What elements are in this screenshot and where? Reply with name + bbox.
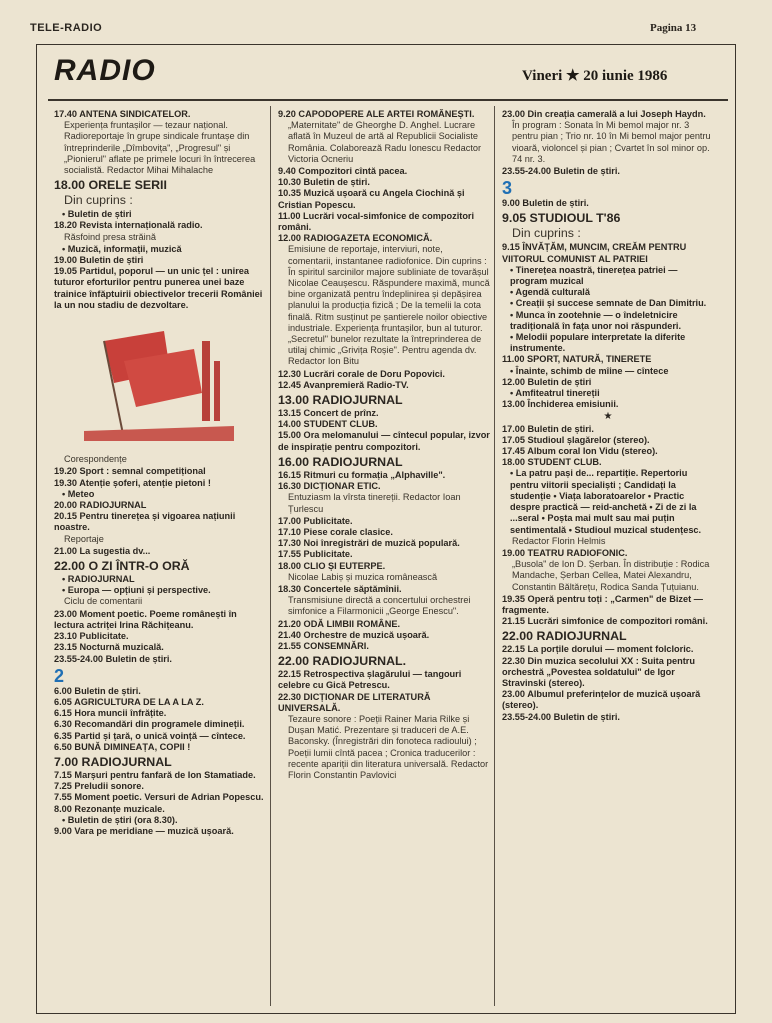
- program-entry: [502, 689, 714, 711]
- program-title: 23.10 Publicitate.: [54, 631, 129, 642]
- program-description: Emisiune de reportaje, interviuri, note, comentarii, instantanee radiofonice. Din cuprins : În spiritul sarcinilor majore subliniate de tovarășul Nicolae Ceaușescu. Răspundere maximă, muncă bine organizată pentru îndeplinirea și depășirea planului la producția fizică ; De la temelii la cota finală. Ritm susținut pe șantierele noilor obiective industriale. Experiența fruntașilor, bun al tuturor. „Secretul" bunelor rezultate la întreprinderea de utilaj chimic „Grivița Roșie". Pentru agenda dv. Redactor Ion Bitu: [288, 244, 490, 367]
- program-title: 11.00 Lucrări vocal-simfonice de compozitori români.: [278, 210, 475, 233]
- program-entry: [54, 826, 266, 837]
- program-entry: [502, 399, 714, 410]
- program-title: 13.00 Închiderea emisiunii.: [502, 399, 619, 410]
- program-title: 19.00 TEATRU RADIOFONIC.: [502, 547, 628, 558]
- program-entry: [278, 233, 490, 367]
- program-subitem: • Muzică, informații, muzică: [62, 243, 182, 254]
- program-description: Corespondențe: [64, 454, 127, 465]
- program-entry: [54, 244, 266, 255]
- program-title: 9.00 Vara pe meridiane — muzică ușoară.: [54, 825, 234, 836]
- program-entry: [502, 211, 714, 241]
- program-list: [502, 424, 714, 723]
- program-title: 20.15 Pentru tinerețea și vigoarea națiunii noastre.: [54, 511, 236, 533]
- program-entry: [278, 188, 490, 210]
- program-list: [54, 454, 266, 664]
- program-entry: [54, 511, 266, 545]
- program-description: Redactor Florin Helmis: [512, 535, 606, 546]
- program-entry: [502, 594, 714, 616]
- program-title: 9.20 CAPODOPERE ALE ARTEI ROMÂNEȘTI.: [278, 109, 475, 119]
- page-number: Pagina 13: [650, 22, 697, 34]
- program-entry: [54, 178, 266, 208]
- program-title: 18.20 Revista internațională radio.: [54, 220, 203, 231]
- program-title: 12.00 Buletin de știri: [502, 376, 592, 387]
- program-column-3: [502, 109, 714, 1013]
- program-subitem: • Creații și succese semnate de Dan Dimitriu.: [510, 298, 707, 309]
- program-entry: [502, 166, 714, 177]
- program-entry: [278, 430, 490, 452]
- program-entry: [54, 755, 266, 770]
- program-entry: [502, 265, 714, 287]
- program-entry: [278, 109, 490, 165]
- program-description: Răsfoind presa străină: [64, 231, 156, 242]
- program-title: 6.30 Recomandări din programele dimineții.: [54, 719, 245, 730]
- program-title: 19.00 Buletin de știri: [54, 255, 144, 266]
- program-entry: [54, 466, 266, 477]
- program-entry: [278, 692, 490, 782]
- program-list: [502, 109, 714, 177]
- program-subitem: • Melodii populare interpretate la diferite instrumente.: [510, 332, 686, 354]
- program-description: Din cuprins :: [64, 193, 133, 208]
- program-subitem: • Munca în zootehnie — o îndeletnicire tradițională în fața unor noi răspunderi.: [510, 309, 682, 331]
- program-title: 9.05 STUDIOUL T'86: [502, 211, 621, 226]
- program-entry: [502, 616, 714, 627]
- flag-illustration: [84, 321, 234, 441]
- program-title: 21.20 ODĂ LIMBII ROMÂNE.: [278, 618, 401, 629]
- program-list: [54, 109, 266, 311]
- program-entry: [278, 584, 490, 618]
- program-title: 9.15 ÎNVĂȚĂM, MUNCIM, CREĂM PENTRU VIITORUL COMUNIST AL PATRIEI: [502, 242, 687, 264]
- program-description: Din cuprins :: [512, 226, 581, 241]
- program-title: 23.15 Nocturnă muzicală.: [54, 642, 164, 653]
- program-title: 17.40 ANTENA SINDICATELOR.: [54, 109, 191, 119]
- program-title: 17.10 Piese corale clasice.: [278, 526, 393, 537]
- program-title: 23.00 Moment poetic. Poeme românești în lectura actriței Irina Răchițeanu.: [54, 608, 237, 630]
- program-description: În program : Sonata în Mi bemol major nr. 3 pentru pian ; Trio nr. 10 în Mi bemol major pentru vioară, violoncel și pian ; Cvartet în sol minor op. 74 nr. 3.: [512, 120, 711, 164]
- program-entry: [502, 457, 714, 468]
- program-entry: [502, 388, 714, 399]
- program-column-2: [278, 109, 490, 1013]
- program-title: 6.00 Buletin de știri.: [54, 685, 141, 696]
- program-title: 22.15 Retrospectiva șlagărului — tangouri celebre cu Gică Petrescu.: [278, 669, 462, 691]
- program-entry: [54, 781, 266, 792]
- program-subitem: • Înainte, schimb de mîine — cîntece: [510, 365, 669, 376]
- program-column-1: [54, 109, 266, 1013]
- separator-star: ★: [603, 411, 613, 423]
- program-entry: [502, 298, 714, 309]
- program-subitem: • Agendă culturală: [510, 287, 590, 298]
- program-entry: [278, 380, 490, 391]
- program-title: 16.30 DICȚIONAR ETIC.: [278, 481, 381, 492]
- program-subitem: • RADIOJURNAL: [62, 574, 135, 585]
- program-entry: [54, 209, 266, 220]
- program-title: 11.00 SPORT, NATURĂ, TINERETE: [502, 354, 652, 365]
- program-title: 13.15 Concert de prînz.: [278, 408, 379, 419]
- program-subitem: • Tinerețea noastră, tinerețea patriei — program muzical: [510, 264, 678, 287]
- program-title: 17.05 Studioul șlagărelor (stereo).: [502, 434, 650, 445]
- program-entry: [278, 516, 490, 527]
- program-entry: [278, 630, 490, 641]
- program-title: 6.50 BUNĂ DIMINEAȚA, COPII !: [54, 741, 191, 752]
- program-description: Reportaje: [64, 533, 104, 544]
- program-entry: [278, 641, 490, 652]
- program-title: 17.45 Album coral Ion Vidu (stereo).: [502, 446, 658, 457]
- program-title: 22.00 O ZI ÎNTR-O ORĂ: [54, 559, 190, 574]
- program-subitem: • Meteo: [62, 488, 95, 499]
- program-title: 18.30 Concertele săptămînii.: [278, 583, 402, 594]
- program-description: „Maternitate" de Gheorghe D. Anghel. Lucrare aflată în Muzeul de artă al Republicii Socialiste România. Colaborează Radu Ionescu Redactor Victoria Ocneriu: [288, 120, 482, 164]
- program-date: Vineri ★ 20 iunie 1986: [522, 68, 668, 84]
- program-entry: [278, 177, 490, 188]
- program-title: 21.55 CONSEMNĂRI.: [278, 640, 369, 651]
- program-title: 6.05 AGRICULTURA DE LA A LA Z.: [54, 696, 204, 707]
- column-divider: [270, 106, 271, 1006]
- program-title: 21.40 Orchestre de muzică ușoară.: [278, 629, 430, 640]
- program-entry: [54, 574, 266, 585]
- program-title: 19.05 Partidul, poporul — un unic țel : unirea tuturor eforturilor pentru punerea unei baze trainice înfăptuirii obiectivelor trecerii României la un nou stadiu de dezvoltare.: [54, 266, 263, 310]
- program-entry: [54, 609, 266, 631]
- program-entry: [502, 656, 714, 690]
- program-entry: [54, 489, 266, 500]
- program-title: 23.55-24.00 Buletin de știri.: [54, 653, 172, 664]
- program-title: 23.55-24.00 Buletin de știri.: [502, 166, 620, 177]
- program-title: 12.00 RADIOGAZETA ECONOMICĂ.: [278, 233, 433, 244]
- program-title: 15.00 Ora melomanului — cîntecul popular, izvor de inspirație pentru compozitori.: [278, 430, 490, 452]
- program-title: 12.45 Avanpremieră Radio-TV.: [278, 379, 409, 390]
- program-title: 17.55 Publicitate.: [278, 549, 353, 560]
- program-entry: [54, 792, 266, 803]
- program-entry: [278, 166, 490, 177]
- publication-name: TELE-RADIO: [30, 22, 103, 34]
- program-entry: [278, 408, 490, 419]
- program-title: 17.00 Publicitate.: [278, 515, 353, 526]
- program-entry: [502, 424, 714, 435]
- program-entry: [54, 220, 266, 242]
- program-list: [502, 198, 714, 410]
- program-entry: [278, 619, 490, 630]
- program-title: 19.30 Atenție șoferi, atenție pietoni !: [54, 477, 211, 488]
- day-number: 3: [502, 178, 513, 199]
- program-entry: [502, 242, 714, 264]
- program-entry: [278, 538, 490, 549]
- program-title: 22.30 DICȚIONAR DE LITERATURĂ UNIVERSALĂ.: [278, 691, 431, 713]
- program-title: 7.15 Marșuri pentru fanfară de Ion Stamatiade.: [54, 769, 256, 780]
- program-entry: [54, 500, 266, 511]
- day-number: 2: [54, 665, 65, 686]
- program-entry: [502, 332, 714, 354]
- program-entry: [502, 468, 714, 546]
- program-entry: [278, 549, 490, 560]
- program-description: Nicolae Labiș și muzica românească: [288, 571, 438, 582]
- program-entry: [54, 697, 266, 708]
- program-entry: [502, 310, 714, 332]
- program-list: [278, 109, 490, 781]
- program-entry: [54, 654, 266, 665]
- program-title: 9.40 Compozitori cîntă pacea.: [278, 166, 408, 177]
- program-entry: [278, 393, 490, 408]
- program-entry: [278, 561, 490, 583]
- program-subitem: • Buletin de știri (ora 8.30).: [62, 814, 178, 825]
- program-title: 6.15 Hora muncii înfrățite.: [54, 708, 167, 719]
- program-title: 22.30 Din muzica secolului XX : Suita pentru orchestră „Povestea soldatului" de Igor Stravinski (stereo).: [502, 655, 695, 688]
- program-title: 14.00 STUDENT CLUB.: [278, 419, 378, 430]
- program-entry: [54, 454, 266, 465]
- program-description: Experiența fruntașilor — tezaur național. Radioreportaje în grupe sindicale fruntașe din întreprinderile „Dîmbovița", „Progresul" și „Pionierul" aflate pe primele locuri în întrecerea socialistă. Redactor Mihai Mihalache: [64, 120, 256, 176]
- program-title: 22.00 RADIOJURNAL: [502, 629, 627, 644]
- program-title: 23.00 Din creația camerală a lui Joseph Haydn.: [502, 109, 706, 119]
- program-title: 7.55 Moment poetic. Versuri de Adrian Popescu.: [54, 792, 264, 803]
- program-subitem: • Europa — opțiuni și perspective.: [62, 585, 211, 596]
- program-entry: [54, 742, 266, 753]
- program-entry: [502, 198, 714, 209]
- program-entry: [278, 669, 490, 691]
- section-title: RADIO: [54, 54, 156, 87]
- program-title: 17.00 Buletin de știri.: [502, 423, 594, 434]
- program-title: 6.35 Partid și țară, o unică voință — cîntece.: [54, 730, 246, 741]
- program-entry: [278, 419, 490, 430]
- program-entry: [54, 109, 266, 176]
- program-title: 16.00 RADIOJURNAL: [278, 454, 403, 469]
- program-title: 23.55-24.00 Buletin de știri.: [502, 711, 620, 722]
- program-title: 10.35 Muzică ușoară cu Angela Ciochină și Cristian Popescu.: [278, 188, 465, 210]
- program-entry: [278, 527, 490, 538]
- program-entry: [502, 644, 714, 655]
- program-subitem: • Buletin de știri: [62, 209, 132, 220]
- program-title: 18.00 STUDENT CLUB.: [502, 457, 602, 468]
- program-entry: [54, 686, 266, 697]
- program-entry: [54, 266, 266, 311]
- program-title: 18.00 CLIO ȘI EUTERPE.: [278, 560, 386, 571]
- program-title: 8.00 Rezonanțe muzicale.: [54, 803, 165, 814]
- program-title: 19.35 Operă pentru toți : „Carmen" de Bizet — fragmente.: [502, 593, 703, 615]
- program-subitem: • Amfiteatrul tinereții: [510, 388, 600, 399]
- program-title: 7.25 Preludii sonore.: [54, 781, 144, 792]
- program-entry: [278, 369, 490, 380]
- program-title: 17.30 Noi înregistrări de muzică populară.: [278, 538, 460, 549]
- program-entry: [54, 770, 266, 781]
- program-entry: [278, 455, 490, 470]
- program-title: 9.00 Buletin de știri.: [502, 198, 589, 209]
- program-entry: [54, 255, 266, 266]
- program-entry: [502, 287, 714, 298]
- program-entry: [502, 629, 714, 644]
- program-title: 21.00 La sugestia dv...: [54, 545, 151, 556]
- program-list: [54, 686, 266, 837]
- program-subitem: • La patru pași de... repartiție. Repertoriu pentru viitorii specialiști ; Candidați la studenție • Viața laboratoarelor • Practic despre practică — reid-anchetă • Zi de zi la ...seral • Poșta mai mult sau mai puțin sentimentală • Studioul muzical studențesc.: [510, 468, 702, 535]
- program-entry: [278, 654, 490, 669]
- program-title: 21.15 Lucrări simfonice de compozitori români.: [502, 616, 708, 627]
- program-title: 16.15 Ritmuri cu formația „Alphaville".: [278, 469, 446, 480]
- program-entry: [278, 211, 490, 233]
- program-entry: [54, 815, 266, 826]
- program-entry: [54, 559, 266, 574]
- program-entry: [54, 546, 266, 557]
- program-entry: [54, 708, 266, 719]
- program-entry: [502, 446, 714, 457]
- program-entry: [54, 585, 266, 607]
- program-description: Entuziasm la vîrsta tinereții. Redactor Ioan Țurlescu: [288, 492, 461, 514]
- program-title: 7.00 RADIOJURNAL: [54, 754, 172, 769]
- program-title: 23.00 Albumul preferințelor de muzică ușoară (stereo).: [502, 689, 701, 711]
- program-entry: [502, 548, 714, 593]
- program-entry: [502, 712, 714, 723]
- program-entry: [278, 470, 490, 481]
- column-divider: [494, 106, 495, 1006]
- program-description: Transmisiune directă a concertului orchestrei simfonice a Filarmonicii „George Enescu".: [288, 595, 471, 617]
- program-entry: [502, 109, 714, 165]
- program-description: „Busola" de Ion D. Șerban. În distribuție : Rodica Mandache, Șerban Cellea, Matei Alexandru, Constantin Băltărețu, Rodica Sanda Țuțuianu.: [512, 559, 710, 592]
- program-entry: [502, 435, 714, 446]
- program-description: Tezaure sonore : Poeții Rainer Maria Rilke și Dușan Matić. Prezentare și traduceri de A.E. Baconsky. (Înregistrări din fonoteca radioului) ; Poeții lumii cîntă pacea ; Cronica traducerilor : recente apariții din literatura universală. Redactor Florin Constantin Pavlovici: [288, 713, 489, 780]
- program-entry: [278, 481, 490, 515]
- program-title: 12.30 Lucrări corale de Doru Popovici.: [278, 368, 445, 379]
- program-title: 10.30 Buletin de știri.: [278, 177, 370, 188]
- program-entry: [502, 354, 714, 365]
- program-entry: [54, 804, 266, 815]
- program-description: Ciclu de comentarii: [64, 596, 143, 607]
- program-entry: [54, 731, 266, 742]
- program-entry: [54, 642, 266, 653]
- header-divider: [48, 99, 728, 101]
- program-title: 20.00 RADIOJURNAL: [54, 500, 147, 511]
- program-title: 22.15 La porțile dorului — moment folcloric.: [502, 644, 694, 655]
- program-entry: [54, 478, 266, 489]
- program-entry: [54, 719, 266, 730]
- page-header: [0, 0, 772, 34]
- program-entry: [502, 377, 714, 388]
- program-title: 18.00 ORELE SERII: [54, 178, 167, 193]
- program-entry: [502, 366, 714, 377]
- program-title: 13.00 RADIOJURNAL: [278, 393, 403, 408]
- program-entry: [54, 631, 266, 642]
- program-title: 22.00 RADIOJURNAL.: [278, 654, 407, 669]
- program-title: 19.20 Sport : semnal competițional: [54, 466, 206, 477]
